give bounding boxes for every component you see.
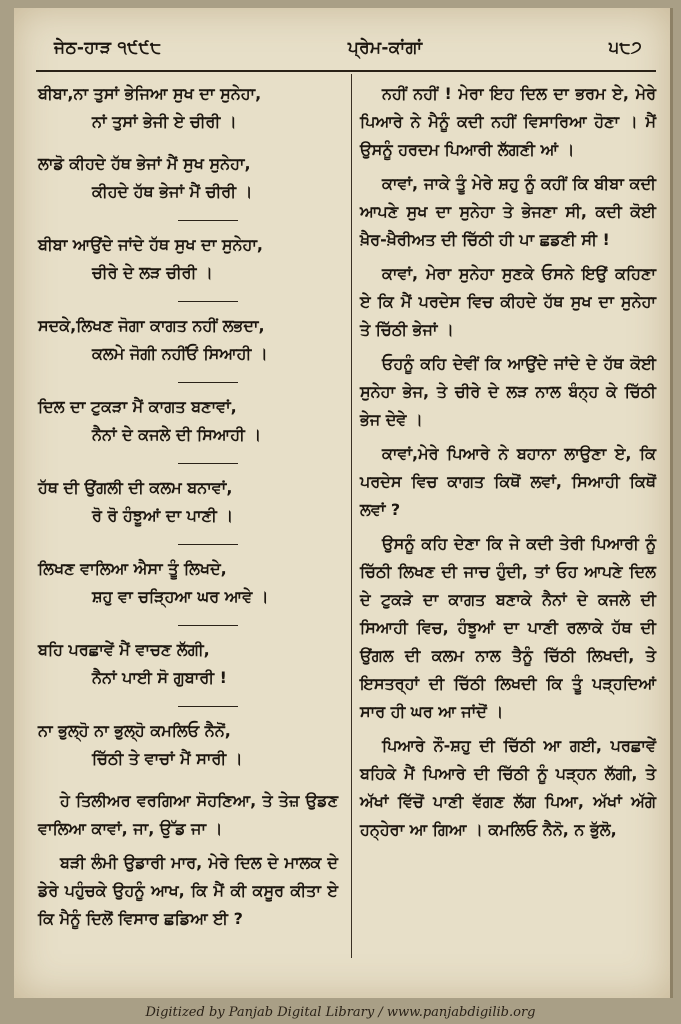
verse-line: ਕਲਮੇ ਜੋਗੀ ਨਹੀਂਓਂ ਸਿਆਹੀ । — [92, 344, 268, 363]
issue-date: ਜੇਠ-ਹਾੜ ੧੯੯੮ — [54, 38, 162, 58]
prose-paragraph: ਓਹਨੂੰ ਕਹਿ ਦੇਵੀਂ ਕਿ ਆਉਂਦੇ ਜਾਂਦੇ ਦੇ ਹੱਥ ਕੋਈ ਸੁਨੇਹਾ ਭੇਜ, ਤੇ ਚੀਰੇ ਦੇ ਲੜ ਨਾਲ ਬੰਨ੍ਹ ਕੇ ਚਿੱਠੀ ਭੇਜ ਦੇਵੇ । — [360, 354, 656, 429]
verse-line: ਬੀਬਾ ਆਉਂਦੇ ਜਾਂਦੇ ਹੱਥ ਸੁਖ ਦਾ ਸੁਨੇਹਾ, — [38, 235, 263, 254]
page-header — [54, 30, 642, 66]
stanza — [38, 555, 338, 611]
column-divider — [351, 74, 352, 958]
verse-line: ਸਦਕੇ,ਲਿਖਣ ਜੋਗਾ ਕਾਗਤ ਨਹੀਂ ਲਭਦਾ, — [38, 316, 265, 335]
verse-line: ਚਿੱਠੀ ਤੇ ਵਾਚਾਂ ਮੈਂ ਸਾਰੀ । — [92, 749, 243, 768]
verse-line: ਬਹਿ ਪਰਛਾਵੇਂ ਮੈਂ ਵਾਚਣ ਲੱਗੀ, — [38, 640, 210, 659]
header-rule — [36, 70, 656, 72]
verse-line: ਨੈਨਾਂ ਪਾਈ ਸੋ ਗੁਬਾਰੀ ! — [92, 668, 227, 687]
prose-paragraph: ਨਹੀਂ ਨਹੀਂ ! ਮੇਰਾ ਇਹ ਦਿਲ ਦਾ ਭਰਮ ਏ, ਮੇਰੇ ਪਿਆਰੇ ਨੇ ਮੈਨੂੰ ਕਦੀ ਨਹੀਂ ਵਿਸਾਰਿਆ ਹੋਣਾ । ਮੈਂ ਉਸਨੂੰ ਹਰਦਮ ਪਿਆਰੀ ਲੱਗਣੀ ਆਂ । — [360, 84, 656, 159]
stanza-separator — [178, 382, 238, 383]
verse-line: ਨੈਨਾਂ ਦੇ ਕਜਲੇ ਦੀ ਸਿਆਹੀ । — [92, 425, 262, 444]
stanza-separator — [178, 463, 238, 464]
stanza — [38, 474, 338, 530]
prose-paragraph: ਹੇ ਤਿਲੀਅਰ ਵਰਗਿਆ ਸੋਹਣਿਆ, ਤੇ ਤੇਜ਼ ਉਡਣ ਵਾਲਿਆ ਕਾਵਾਂ, ਜਾ, ਉੱਡ ਜਾ । — [38, 791, 338, 838]
stanza-separator — [178, 301, 238, 302]
stanza — [38, 80, 338, 136]
stanza — [38, 231, 338, 287]
stanza — [38, 150, 338, 206]
verse-line: ਦਿਲ ਦਾ ਟੁਕੜਾ ਮੈਂ ਕਾਗਤ ਬਣਾਵਾਂ, — [38, 397, 237, 416]
verse-line: ਨਾ ਭੁਲ੍ਹੋ ਨਾ ਭੁਲ੍ਹੋ ਕਮਲਿਓ ਨੈਨੋਂ, — [38, 721, 231, 740]
verse-line: ਨਾਂ ਤੁਸਾਂ ਭੇਜੀ ਏ ਚੀਰੀ । — [92, 112, 237, 131]
verse-line: ਕੀਹਦੇ ਹੱਥ ਭੇਜਾਂ ਮੈਂ ਚੀਰੀ । — [92, 182, 253, 201]
verse-line: ਰੋ ਰੋ ਹੰਝੂਆਂ ਦਾ ਪਾਣੀ । — [92, 506, 234, 525]
stanza — [38, 717, 338, 773]
left-column — [38, 80, 338, 939]
prose-paragraph: ਕਾਵਾਂ, ਮੇਰਾ ਸੁਨੇਹਾ ਸੁਣਕੇ ਓਸਨੇ ਇਉਂ ਕਹਿਣਾ ਏ ਕਿ ਮੈਂ ਪਰਦੇਸ ਵਿਚ ਕੀਹਦੇ ਹੱਥ ਸੁਖ ਦਾ ਸੁਨੇਹਾ ਤੇ ਚਿੱਠੀ ਭੇਜਾਂ । — [360, 264, 656, 339]
verse-line: ਲਿਖਣ ਵਾਲਿਆ ਐਸਾ ਤੂੰ ਲਿਖਦੇ, — [38, 559, 227, 578]
prose-paragraph: ਪਿਆਰੇ ਨੌ-ਸ਼ਹੁ ਦੀ ਚਿੱਠੀ ਆ ਗਈ, ਪਰਛਾਵੇਂ ਬਹਿਕੇ ਮੈਂ ਪਿਆਰੇ ਦੀ ਚਿੱਠੀ ਨੂੰ ਪੜ੍ਹਨ ਲੱਗੀ, ਤੇ ਅੱਖਾਂ ਵਿੱਚੋਂ ਪਾਣੀ ਵੱਗਣ ਲੱਗ ਪਿਆ, ਅੱਖਾਂ ਅੱਗੇ ਹਨ੍ਹੇਰਾ ਆ ਗਿਆ । ਕਮਲਿਓ ਨੈਨੋ, ਨ ਭੁੱਲੋ, — [360, 736, 656, 839]
stanza-separator — [178, 544, 238, 545]
stanza — [38, 312, 338, 368]
right-column — [360, 80, 656, 850]
prose-paragraph: ਉਸਨੂੰ ਕਹਿ ਦੇਣਾ ਕਿ ਜੇ ਕਦੀ ਤੇਰੀ ਪਿਆਰੀ ਨੂੰ ਚਿੱਠੀ ਲਿਖਣ ਦੀ ਜਾਚ ਹੁੰਦੀ, ਤਾਂ ਓਹ ਆਪਣੇ ਦਿਲ ਦੇ ਟੁਕੜੇ ਦਾ ਕਾਗਤ ਬਣਾਕੇ ਨੈਨਾਂ ਦੇ ਕਜਲੇ ਦੀ ਸਿਆਹੀ ਵਿਚ, ਹੰਝੂਆਂ ਦਾ ਪਾਣੀ ਰਲਾਕੇ ਹੱਥ ਦੀ ਉਂਗਲ ਦੀ ਕਲਮ ਨਾਲ ਤੈਨੂੰ ਚਿੱਠੀ ਲਿਖਦੀ, ਤੇ ਇਸਤਰ੍ਹਾਂ ਦੀ ਚਿੱਠੀ ਲਿਖਦੀ ਕਿ ਤੂੰ ਪੜ੍ਹਦਿਆਂ ਸਾਰ ਹੀ ਘਰ ਆ ਜਾਂਦੋਂ । — [360, 534, 656, 721]
verse-line: ਚੀਰੇ ਦੇ ਲੜ ਚੀਰੀ । — [92, 263, 213, 282]
stanza-separator — [178, 706, 238, 707]
verse-line: ਲਾਡੋ ਕੀਹਦੇ ਹੱਥ ਭੇਜਾਂ ਮੈਂ ਸੁਖ ਸੁਨੇਹਾ, — [38, 154, 251, 173]
stanza — [38, 636, 338, 692]
book-page — [14, 8, 673, 998]
prose-paragraph: ਕਾਵਾਂ, ਜਾਕੇ ਤੂੰ ਮੇਰੇ ਸ਼ਹੁ ਨੂੰ ਕਹੀਂ ਕਿ ਬੀਬਾ ਕਦੀ ਆਪਣੇ ਸੁਖ ਦਾ ਸੁਨੇਹਾ ਤੇ ਭੇਜਣਾ ਸੀ, ਕਦੀ ਕੋਈ ਖ਼ੈਰ-ਖ਼ੈਰੀਅਤ ਦੀ ਚਿੱਠੀ ਹੀ ਪਾ ਛਡਣੀ ਸੀ ! — [360, 174, 656, 249]
section-title: ਪ੍ਰੇਮ-ਕਾਂਗਾਂ — [347, 38, 423, 58]
digitization-footer: Digitized by Panjab Digital Library / www.panjabdigilib.org — [145, 1005, 536, 1020]
stanza-separator — [178, 220, 238, 221]
verse-line: ਹੱਥ ਦੀ ਉਂਗਲੀ ਦੀ ਕਲਮ ਬਨਾਵਾਂ, — [38, 478, 233, 497]
verse-line: ਸ਼ਹੁ ਵਾ ਚੜ੍ਹਿਆ ਘਰ ਆਵੇ । — [92, 587, 269, 606]
verse-line: ਬੀਬਾ,ਨਾ ਤੁਸਾਂ ਭੇਜਿਆ ਸੁਖ ਦਾ ਸੁਨੇਹਾ, — [38, 84, 262, 103]
prose-paragraph: ਕਾਵਾਂ,ਮੇਰੇ ਪਿਆਰੇ ਨੇ ਬਹਾਨਾ ਲਾਉਣਾ ਏ, ਕਿ ਪਰਦੇਸ ਵਿਚ ਕਾਗਤ ਕਿਥੋਂ ਲਵਾਂ, ਸਿਆਹੀ ਕਿਥੋਂ ਲਵਾਂ ? — [360, 444, 656, 519]
page-number: ੫੮੭ — [608, 38, 642, 58]
stanza — [38, 393, 338, 449]
stanza-separator — [178, 625, 238, 626]
prose-paragraph: ਬੜੀ ਲੰਮੀ ਉਡਾਰੀ ਮਾਰ, ਮੇਰੇ ਦਿਲ ਦੇ ਮਾਲਕ ਦੇ ਡੇਰੇ ਪਹੁੰਚਕੇ ਉਹਨੂੰ ਆਖ, ਕਿ ਮੈਂ ਕੀ ਕਸੂਰ ਕੀਤਾ ਏ ਕਿ ਮੈਨੂੰ ਦਿਲੋਂ ਵਿਸਾਰ ਛਡਿਆ ਈ ? — [38, 853, 338, 928]
